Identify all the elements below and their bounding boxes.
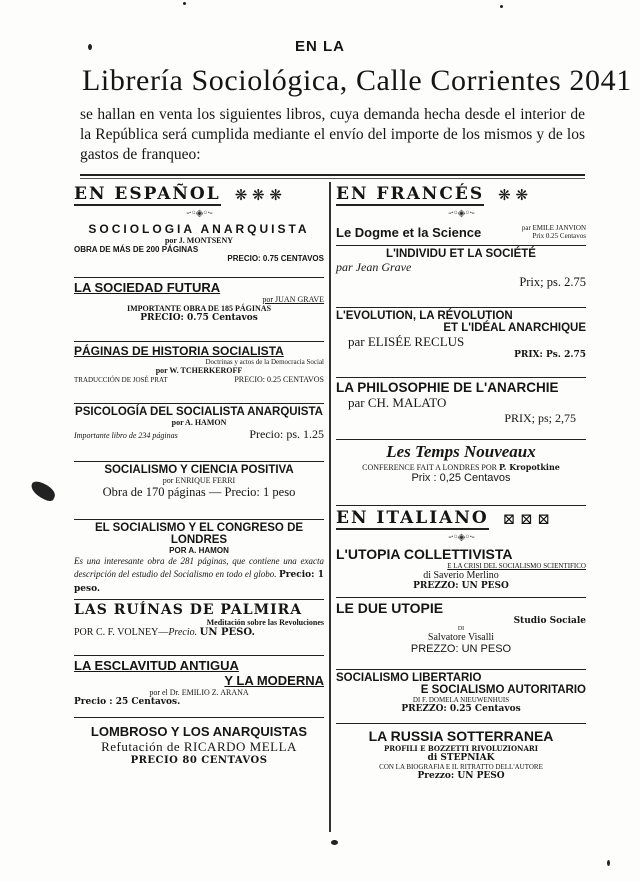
book-entry (74, 520, 324, 600)
book-author: por el Dr. EMILIO Z. ARANA (149, 688, 249, 697)
book-entry (336, 440, 586, 506)
book-title: L'INDIVIDU ET LA SOCIÉTÉ (386, 248, 536, 260)
ornament-icon: -·◦◈◦·- (186, 208, 212, 219)
book-entry (336, 544, 586, 598)
book-author: di STEPNIAK (427, 753, 495, 763)
book-subtitle: Studio Sociale (513, 616, 586, 626)
book-entry (74, 718, 324, 766)
book-by: DI (457, 626, 465, 632)
book-entry (336, 670, 586, 724)
book-price: PRECIO: 0.75 CENTAVOS (227, 254, 324, 263)
top-rule (80, 174, 585, 176)
ornament-icon: -·◦◈◦·- (448, 532, 474, 543)
book-title-2: ET L'IDÉAL ANARCHIQUE (443, 322, 586, 334)
book-entry (74, 600, 324, 656)
book-entry (74, 656, 324, 718)
book-subtitle: PROFILI E BOZZETTI RIVOLUZIONARI (384, 744, 538, 753)
book-price: UN PESO. (199, 627, 255, 638)
rosette-icon: ❋ ❋ ❋ (234, 186, 282, 204)
section-heading-espanol (74, 182, 324, 208)
book-title: SOCIALISMO Y CIENCIA POSITIVA (104, 464, 294, 476)
book-subtitle: E LA CRISI DEL SOCIALISMO SCIENTIFICO (447, 562, 586, 570)
book-author: par ELISÉE RECLUS (348, 334, 465, 349)
book-title: LA SOCIEDAD FUTURA (74, 280, 221, 295)
book-author: par CH. MALATO (348, 395, 447, 410)
column-divider (329, 182, 331, 832)
book-title: PÁGINAS DE HISTORIA SOCIALISTA (74, 344, 284, 358)
book-entry (336, 724, 586, 781)
price-label: Precio. (168, 627, 198, 638)
book-price: Prezzo: UN PESO (417, 771, 505, 781)
book-entry (74, 404, 324, 462)
book-price: Precio : 25 Centavos. (74, 697, 181, 707)
book-note: Obra de 170 páginas — Precio: 1 peso (102, 485, 296, 499)
book-price: Precio: 1 peso. (74, 570, 325, 594)
book-title: LA ESCLAVITUD ANTIGUA (74, 658, 239, 673)
book-author: Salvatore Visalli (427, 632, 495, 643)
section-heading-frances (336, 182, 586, 208)
espanol-column (74, 182, 324, 766)
book-price: Prix 0.25 Centavos (532, 232, 586, 240)
book-entry (336, 220, 586, 246)
page-title: Librería Sociológica, Calle Corrientes 2041 (82, 64, 632, 97)
scan-speck (331, 840, 338, 845)
scan-speck (183, 2, 186, 5)
book-price: Prix; ps. 2.75 (519, 275, 586, 289)
book-price: PREZZO: UN PESO (413, 581, 509, 591)
book-price: PRIX; ps; 2,75 (504, 411, 576, 425)
book-entry (74, 342, 324, 404)
book-title: SOCIALISMO LIBERTARIO (336, 672, 482, 684)
book-author: por J. MONTSENY (164, 236, 234, 245)
book-author: par Jean Grave (336, 260, 412, 274)
book-title-2: Y LA MODERNA (224, 673, 324, 688)
book-price: PRECIO 80 CENTAVOS (130, 755, 268, 766)
scan-speck (500, 5, 503, 8)
book-title: LE DUE UTOPIE (336, 600, 444, 616)
book-entry (336, 378, 586, 440)
book-price: PREZZO: UN PESO (410, 643, 512, 655)
book-entry (74, 278, 324, 342)
book-title: LA RUSSIA SOTTERRANEA (368, 728, 554, 744)
book-author: Refutación de RICARDO MELLA (101, 739, 297, 754)
book-title: L'EVOLUTION, LA RÉVOLUTION (336, 310, 513, 322)
scan-speck (607, 860, 610, 866)
book-title-2: E SOCIALISMO AUTORITARIO (420, 684, 586, 696)
section-heading-italiano (336, 506, 586, 532)
rosette-icon: ⊠ ⊠ ⊠ (502, 510, 550, 528)
book-subtitle: Meditación sobre las Revoluciones (206, 618, 324, 627)
book-entry (336, 308, 586, 378)
rosette-icon: ❋ ❋ (498, 186, 529, 204)
book-title: LAS RUÍNAS DE PALMIRA (74, 602, 303, 618)
book-author: por A. HAMON (171, 418, 227, 427)
book-entry (336, 598, 586, 670)
book-author: par EMILE JANVION (521, 224, 586, 232)
book-author: di Saverio Merlino (423, 570, 499, 581)
book-title: L'UTOPIA COLLETTIVISTA (336, 546, 513, 562)
book-price: PRECIO: 0.75 Centavos (140, 313, 258, 323)
book-entry (74, 462, 324, 520)
section-label: EN FRANCÉS (336, 184, 485, 204)
top-rule-thin (80, 178, 585, 179)
book-author: por ENRIQUE FERRI (162, 476, 236, 485)
book-subtitle: Doctrinas y actos de la Democracia Social (205, 358, 324, 366)
book-price: Precio: ps. 1.25 (249, 427, 324, 441)
book-entry (336, 246, 586, 308)
book-note: IMPORTANTE OBRA DE 185 PÁGINAS (126, 304, 272, 313)
book-author: por JUAN GRAVE (262, 295, 324, 304)
book-title: EL SOCIALISMO Y EL CONGRESO DE LONDRES (94, 522, 304, 546)
book-note: OBRA DE MÁS DE 200 PÁGINAS (74, 245, 199, 254)
book-title: Le Dogme et la Science (336, 224, 482, 240)
book-note: TRADUCCIÓN DE JOSÉ PRAT (74, 376, 168, 384)
section-label: EN ESPAÑOL (74, 184, 221, 204)
book-note: Importante libro de 234 páginas (74, 431, 178, 440)
section-label: EN ITALIANO (336, 508, 489, 528)
book-author: POR C. F. VOLNEY— (74, 627, 169, 638)
book-price: PRIX: Ps. 2.75 (514, 350, 586, 360)
book-author: P. Kropotkine (498, 462, 560, 472)
book-title: SOCIOLOGIA ANARQUISTA (88, 222, 310, 236)
book-price: PRECIO: 0.25 CENTAVOS (234, 375, 324, 384)
book-note: Es una interesante obra de 281 páginas, que contiene una exacta descripción del estudio del Socialismo en todo el globo. (74, 556, 324, 579)
ink-blot (28, 479, 57, 503)
book-note: CON LA BIOGRAFIA E IL RITRATTO DELL'AUTORE (379, 763, 543, 771)
book-title: LA PHILOSOPHIE DE L'ANARCHIE (336, 380, 559, 395)
book-title: Les Temps Nouveaux (386, 442, 536, 461)
book-entry (74, 220, 324, 278)
book-author: POR A. HAMON (169, 546, 229, 555)
en-la-heading: EN LA (295, 38, 345, 55)
book-price: Prix : 0,25 Centavos (411, 472, 511, 484)
ornament-icon: -·◦◈◦·- (448, 208, 474, 219)
frances-italiano-column (336, 182, 586, 781)
book-price: PREZZO: 0.25 Centavos (401, 704, 521, 714)
book-title: PSICOLOGÍA DEL SOCIALISTA ANARQUISTA (75, 406, 323, 418)
intro-paragraph: se hallan en venta los siguientes libros, cuya demanda hecha desde el interior de la República será cumplida mediante el envío del importe de los mismos y de los gastos de franqueo: (80, 106, 585, 163)
book-author: DI F. DOMELA NIEUWENHUIS (412, 696, 510, 704)
book-subtitle: CONFERENCE FAIT A LONDRES POR (362, 463, 497, 472)
book-title: LOMBROSO Y LOS ANARQUISTAS (90, 724, 308, 739)
book-author: por W. TCHERKEROFF (155, 366, 243, 375)
